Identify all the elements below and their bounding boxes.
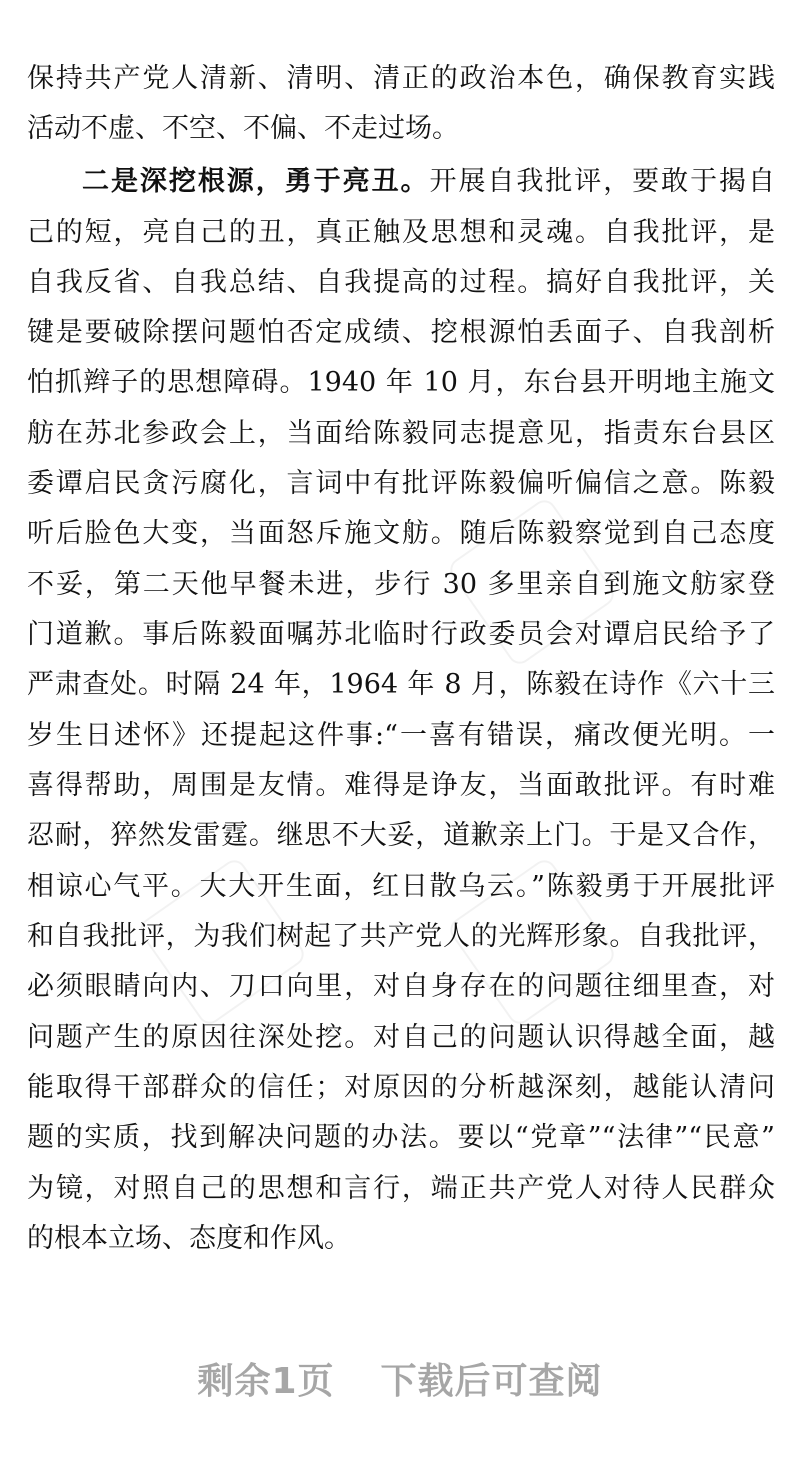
text-line: 门道歉。事后陈毅面嘱苏北临时行政委员会对谭启民给予了: [27, 619, 775, 650]
text-line: 己的短，亮自己的丑，真正触及思想和灵魂。自我批评，是: [27, 217, 775, 248]
text-line: 必须眼睛向内、刀口向里，对自身存在的问题往细里查，对: [27, 971, 775, 1002]
text-line: 忍耐，猝然发雷霆。继思不大妥，道歉亲上门。于是又合作，: [27, 820, 775, 851]
text-line: 能取得干部群众的信任；对原因的分析越深刻，越能认清问: [27, 1072, 775, 1103]
text-line: 问题产生的原因往深处挖。对自己的问题认识得越全面，越: [27, 1022, 775, 1053]
text-line: 怕抓辫子的思想障碍。1940 年 10 月，东台县开明地主施文: [27, 367, 775, 398]
text-line: 喜得帮助，周围是友情。难得是诤友，当面敢批评。有时难: [27, 770, 775, 801]
text-line: 自我反省、自我总结、自我提高的过程。搞好自我批评，关: [27, 267, 775, 298]
text-line: 相谅心气平。大大开生面，红日散乌云。”陈毅勇于开展批评: [27, 871, 775, 902]
download-prompt[interactable]: [0, 1352, 800, 1412]
text-line: 活动不虚、不空、不偏、不走过场。: [27, 113, 459, 144]
paragraph-heading-line: [82, 153, 775, 211]
bold-heading: 二是深挖根源，勇于亮丑。: [82, 166, 430, 197]
text-line: 岁生日述怀》还提起这件事:“一喜有错误，痛改便光明。一: [27, 720, 775, 751]
text-line: 听后脸色大变，当面怒斥施文舫。随后陈毅察觉到自己态度: [27, 518, 775, 549]
text-line: 舫在苏北参政会上，当面给陈毅同志提意见，指责东台县区: [27, 418, 775, 449]
text-line: 委谭启民贪污腐化，言词中有批评陈毅偏听偏信之意。陈毅: [27, 468, 775, 499]
text-line: 为镜，对照自己的思想和言行，端正共产党人对待人民群众: [27, 1173, 775, 1204]
text-line: 不妥，第二天他早餐未进，步行 30 多里亲自到施文舫家登: [27, 569, 775, 600]
text-line: 保持共产党人清新、清明、清正的政治本色，确保教育实践: [27, 63, 775, 94]
text-line-rest: 开展自我批评，要敢于揭自: [429, 166, 776, 197]
text-line: 严肃查处。时隔 24 年，1964 年 8 月，陈毅在诗作《六十三: [27, 669, 775, 700]
remaining-pages-label: 剩余1页: [197, 1361, 335, 1402]
text-line: 题的实质，找到解决问题的办法。要以“党章”“法律”“民意”: [27, 1122, 775, 1153]
text-line: 的根本立场、态度和作风。: [27, 1223, 351, 1254]
text-line: 和自我批评，为我们树起了共产党人的光辉形象。自我批评，: [27, 921, 775, 952]
download-hint-label: 下载后可查阅: [380, 1361, 603, 1402]
text-line: 键是要破除摆问题怕否定成绩、挖根源怕丢面子、自我剖析: [27, 317, 775, 348]
